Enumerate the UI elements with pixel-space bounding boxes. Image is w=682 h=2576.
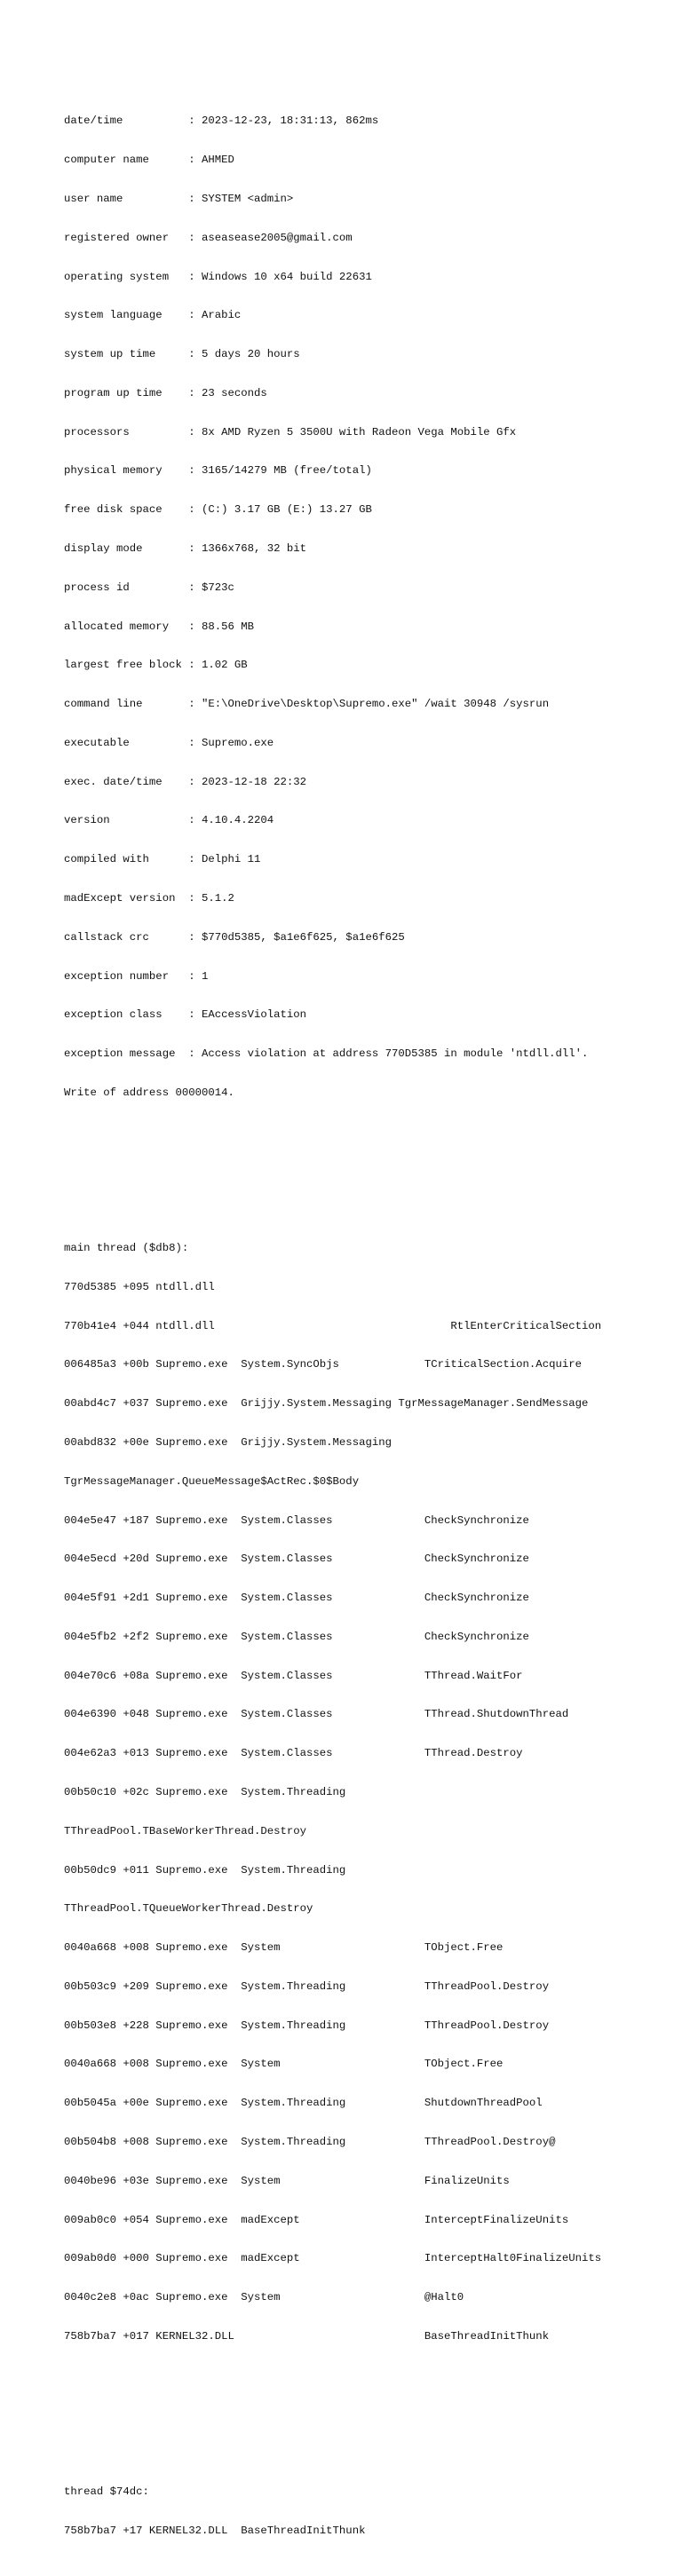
report-line-free-disk-space: free disk space : (C:) 3.17 GB (E:) 13.27 GB bbox=[64, 503, 372, 517]
callstack-line: 00b504b8 +008 Supremo.exe System.Threading TThreadPool.Destroy@ bbox=[64, 2136, 556, 2148]
report-line-exception-number: exception number : 1 bbox=[64, 969, 209, 983]
report-line-user-name: user name : SYSTEM <admin> bbox=[64, 192, 294, 205]
callstack-line: 004e5f91 +2d1 Supremo.exe System.Classes CheckSynchronize bbox=[64, 1592, 529, 1605]
main-thread-callstack bbox=[64, 1216, 677, 2369]
callstack-line: 00abd4c7 +037 Supremo.exe Grijjy.System.Messaging TgrMessageManager.SendMessage bbox=[64, 1397, 589, 1410]
callstack-line: 004e6390 +048 Supremo.exe System.Classes TThread.ShutdownThread bbox=[64, 1708, 569, 1721]
callstack-line: 00abd832 +00e Supremo.exe Grijjy.System.Messaging bbox=[64, 1435, 392, 1449]
callstack-line: 009ab0d0 +000 Supremo.exe madExcept InterceptHalt0FinalizeUnits bbox=[64, 2252, 602, 2265]
callstack-line: 758b7ba7 +017 KERNEL32.DLL BaseThreadInitThunk bbox=[64, 2329, 550, 2343]
report-line-largest-free-block: largest free block : 1.02 GB bbox=[64, 659, 248, 672]
callstack-line: 00b503e8 +228 Supremo.exe System.Threading TThreadPool.Destroy bbox=[64, 2019, 550, 2032]
callstack-line: 0040be96 +03e Supremo.exe System FinalizeUnits bbox=[64, 2174, 510, 2187]
callstack-line: 004e5ecd +20d Supremo.exe System.Classes CheckSynchronize bbox=[64, 1553, 529, 1566]
report-line-callstack-crc: callstack crc : $770d5385, $a1e6f625, $a1e6f625 bbox=[64, 930, 405, 944]
callstack-line: 006485a3 +00b Supremo.exe System.SyncObjs TCriticalSection.Acquire bbox=[64, 1358, 582, 1371]
report-line-executable: executable : Supremo.exe bbox=[64, 736, 274, 749]
callstack-line: 758b7ba7 +17 KERNEL32.DLL BaseThreadInitThunk bbox=[64, 2524, 366, 2537]
section-spacer bbox=[64, 2407, 677, 2421]
report-line-madexcept-version: madExcept version : 5.1.2 bbox=[64, 892, 234, 905]
callstack-line: TThreadPool.TBaseWorkerThread.Destroy bbox=[64, 1824, 307, 1837]
main-thread-heading: main thread ($db8): bbox=[64, 1242, 189, 1255]
callstack-line: 004e5fb2 +2f2 Supremo.exe System.Classes CheckSynchronize bbox=[64, 1630, 529, 1643]
callstack-line: TgrMessageManager.QueueMessage$ActRec.$0$Body bbox=[64, 1474, 360, 1488]
callstack-line: 0040a668 +008 Supremo.exe System TObject.Free bbox=[64, 1941, 504, 1955]
report-line-exception-message: exception message : Access violation at address 770D5385 in module 'ntdll.dll'. bbox=[64, 1047, 589, 1061]
callstack-line: 0040a668 +008 Supremo.exe System TObject.Free bbox=[64, 2058, 504, 2071]
report-line-exception-class: exception class : EAccessViolation bbox=[64, 1008, 307, 1022]
callstack-line: 770b41e4 +044 ntdll.dll RtlEnterCriticalSection bbox=[64, 1319, 602, 1332]
callstack-line: 00b50dc9 +011 Supremo.exe System.Threading bbox=[64, 1863, 346, 1877]
callstack-line: TThreadPool.TQueueWorkerThread.Destroy bbox=[64, 1902, 313, 1916]
report-line-registered-owner: registered owner : aseasease2005@gmail.com bbox=[64, 231, 353, 244]
callstack-line: 009ab0c0 +054 Supremo.exe madExcept InterceptFinalizeUnits bbox=[64, 2213, 569, 2226]
second-thread-heading: thread $74dc: bbox=[64, 2485, 149, 2499]
callstack-line: 770d5385 +095 ntdll.dll bbox=[64, 1280, 215, 1293]
callstack-line: 00b5045a +00e Supremo.exe System.Threading ShutdownThreadPool bbox=[64, 2097, 543, 2110]
callstack-line: 00b50c10 +02c Supremo.exe System.Threading bbox=[64, 1785, 346, 1798]
report-line-operating-system: operating system : Windows 10 x64 build 22631 bbox=[64, 270, 372, 283]
callstack-line: 0040c2e8 +0ac Supremo.exe System @Halt0 bbox=[64, 2291, 464, 2304]
crash-report-text bbox=[64, 63, 677, 2576]
callstack-line: 004e5e47 +187 Supremo.exe System.Classes CheckSynchronize bbox=[64, 1513, 529, 1527]
report-line-exception-message-continued: Write of address 00000014. bbox=[64, 1086, 234, 1099]
report-line-display-mode: display mode : 1366x768, 32 bit bbox=[64, 541, 307, 555]
callstack-line: 004e70c6 +08a Supremo.exe System.Classes TThread.WaitFor bbox=[64, 1669, 523, 1682]
callstack-line: 004e62a3 +013 Supremo.exe System.Classes TThread.Destroy bbox=[64, 1747, 523, 1760]
report-line-version: version : 4.10.4.2204 bbox=[64, 814, 274, 827]
report-line-computer-name: computer name : AHMED bbox=[64, 154, 234, 167]
report-line-system-up-time: system up time : 5 days 20 hours bbox=[64, 348, 300, 361]
system-info-section bbox=[64, 89, 677, 1126]
section-spacer bbox=[64, 1164, 677, 1177]
callstack-line: 00b503c9 +209 Supremo.exe System.Threading TThreadPool.Destroy bbox=[64, 1979, 550, 1993]
report-line-process-id: process id : $723c bbox=[64, 581, 234, 594]
report-line-program-up-time: program up time : 23 seconds bbox=[64, 386, 267, 399]
report-line-processors: processors : 8x AMD Ryzen 5 3500U with Radeon Vega Mobile Gfx bbox=[64, 425, 517, 439]
report-line-allocated-memory: allocated memory : 88.56 MB bbox=[64, 620, 255, 633]
report-line-system-language: system language : Arabic bbox=[64, 309, 242, 322]
report-line-command-line: command line : "E:\OneDrive\Desktop\Supremo.exe" /wait 30948 /sysrun bbox=[64, 698, 550, 711]
report-line-date-time: date/time : 2023-12-23, 18:31:13, 862ms bbox=[64, 115, 379, 128]
report-line-exec-date-time: exec. date/time : 2023-12-18 22:32 bbox=[64, 775, 307, 788]
report-line-compiled-with: compiled with : Delphi 11 bbox=[64, 853, 261, 866]
report-line-physical-memory: physical memory : 3165/14279 MB (free/total) bbox=[64, 464, 372, 478]
second-thread-callstack bbox=[64, 2460, 677, 2564]
